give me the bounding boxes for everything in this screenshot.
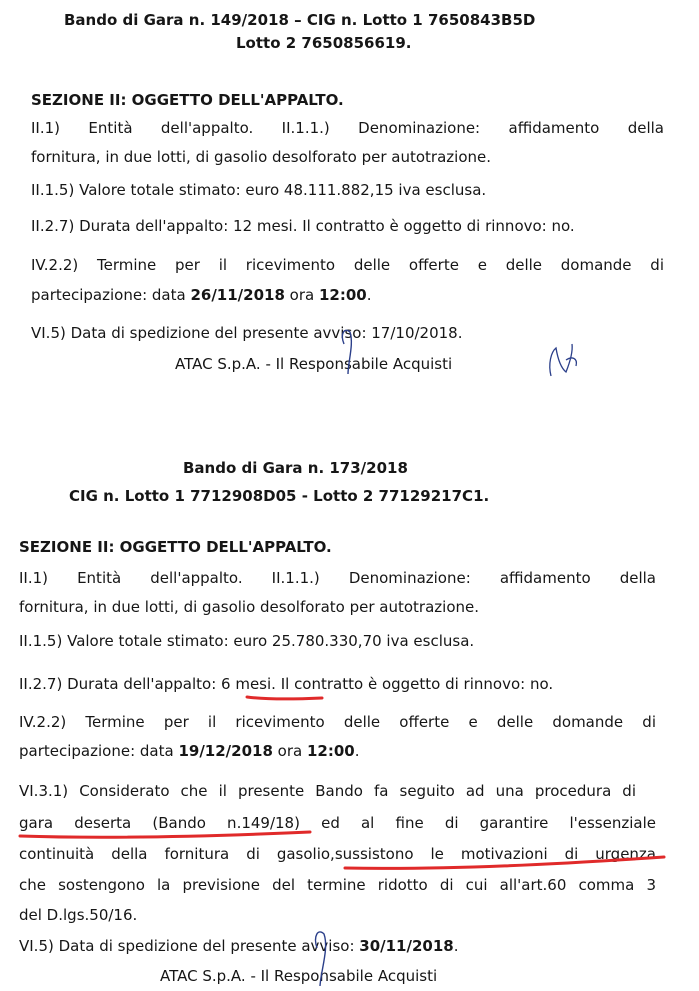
notice2-p5-line3 [19,845,656,863]
notice2-deserted-tender-highlight: gara deserta (Bando n.149/18) [19,814,300,832]
notice1-title-line1: Bando di Gara n. 149/2018 – CIG n. Lotto 1 7650843B5D [64,11,536,29]
notice1-p4-pre: partecipazione: data [31,286,191,304]
notice1-signature: ATAC S.p.A. - Il Responsabile Acquisti [175,355,453,373]
duration-red-underline [247,697,322,699]
notice2-title-line1: Bando di Gara n. 173/2018 [183,459,408,477]
notice2-p1-line2: fornitura, in due lotti, di gasolio desolforato per autotrazione. [19,598,479,616]
notice2-p5-line5: del D.lgs.50/16. [19,906,138,924]
notice2-p3-post: Il contratto è oggetto di rinnovo: no. [275,675,554,693]
notice2-deadline-date: 19/12/2018 [178,742,273,760]
notice1-p4-line1: IV.2.2) Termine per il ricevimento delle offerte e delle domande di [31,256,664,274]
deserted-tender-red-underline [20,832,310,837]
notice1-title-line2: Lotto 2 7650856619. [236,34,412,52]
notice2-p4-pre: partecipazione: data [19,742,179,760]
notice1-p1-line1: II.1) Entità dell'appalto. II.1.1.) Denominazione: affidamento della [31,119,664,137]
notice2-p5-line2-post: ed al fine di garantire l'essenziale [299,814,656,832]
notice1-section-heading: SEZIONE II: OGGETTO DELL'APPALTO. [31,91,344,109]
notice2-p5-line3-pre: continuità della fornitura di gasolio, [19,845,335,863]
notice2-p4-line2 [19,742,360,760]
notice1-p4-end: . [366,286,372,304]
notice2-p6-pre: VI.5) Data di spedizione del presente avviso: [19,937,360,955]
notice2-signature: ATAC S.p.A. - Il Responsabile Acquisti [160,967,438,985]
notice1-p2: II.1.5) Valore totale stimato: euro 48.111.882,15 iva esclusa. [31,181,487,199]
notice2-urgency-highlight: sussistono le motivazioni di urgenza [334,845,656,863]
notice2-deadline-time: 12:00 [306,742,355,760]
notice1-p3: II.2.7) Durata dell'appalto: 12 mesi. Il contratto è oggetto di rinnovo: no. [31,217,575,235]
notice1-deadline-date: 26/11/2018 [190,286,285,304]
notice2-title-line2: CIG n. Lotto 1 7712908D05 - Lotto 2 77129217C1. [69,487,490,505]
notice2-p6-end: . [453,937,459,955]
notice1-deadline-time: 12:00 [318,286,367,304]
notice2-p3 [19,675,553,693]
notice2-p4-line1: IV.2.2) Termine per il ricevimento delle offerte e delle domande di [19,713,656,731]
initials-mark [550,344,577,376]
notice2-p4-end: . [354,742,360,760]
notice1-p1-line2: fornitura, in due lotti, di gasolio desolforato per autotrazione. [31,148,491,166]
notice2-p6 [19,937,459,955]
notice2-p2: II.1.5) Valore totale stimato: euro 25.780.330,70 iva esclusa. [19,632,475,650]
notice2-dispatch-date: 30/11/2018 [359,937,454,955]
notice2-p5-line1: VI.3.1) Considerato che il presente Bando fa seguito ad una procedura di [19,782,636,800]
notice2-p5-line4: che sostengono la previsione del termine ridotto di cui all'art.60 comma 3 [19,876,656,894]
notice1-p4-mid: ora [284,286,319,304]
notice2-section-heading: SEZIONE II: OGGETTO DELL'APPALTO. [19,538,332,556]
notice2-p3-pre: II.2.7) Durata dell'appalto: [19,675,222,693]
notice2-p5-line2 [19,814,656,832]
notice1-p4-line2 [31,286,372,304]
notice2-p1-line1: II.1) Entità dell'appalto. II.1.1.) Denominazione: affidamento della [19,569,656,587]
notice2-p4-mid: ora [272,742,307,760]
notice1-p5: VI.5) Data di spedizione del presente avviso: 17/10/2018. [31,324,463,342]
notice2-duration-highlight: 6 mesi. [221,675,276,693]
